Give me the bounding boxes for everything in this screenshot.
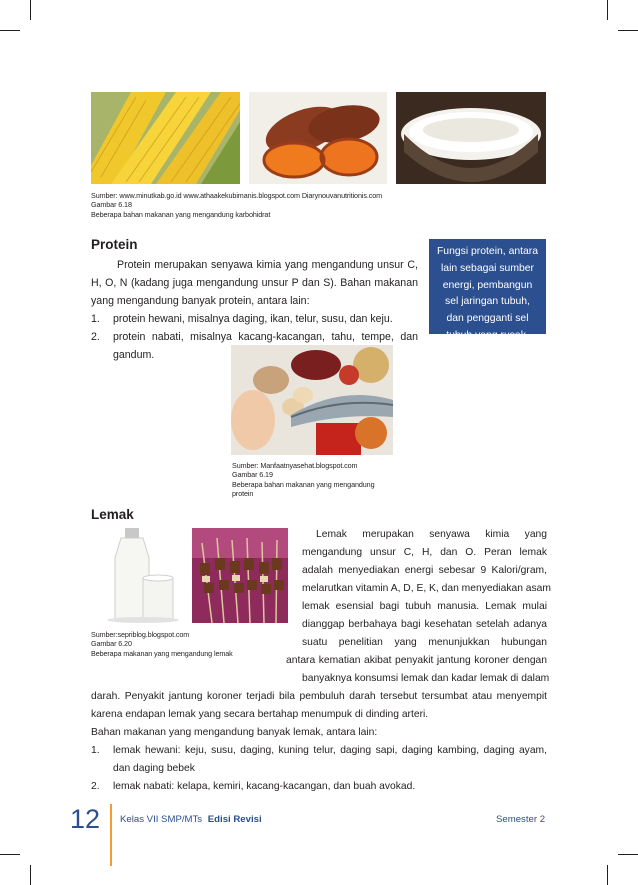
- milk-image: [103, 528, 183, 623]
- text-line: dianggap berbahaya bagi kesehatan setelah adanya: [302, 619, 547, 630]
- protein-foods-image: [231, 345, 393, 455]
- lemak-list-intro: Bahan makanan yang mengandung banyak lemak, antara lain:: [91, 727, 378, 738]
- crop-mark: [607, 865, 608, 885]
- text-line: banyaknya konsumsi lemak dan kadar lemak di dalam: [302, 673, 550, 684]
- figure-618-desc: Beberapa bahan makanan yang mengandung karbohidrat: [91, 209, 271, 219]
- corn-image: [91, 92, 240, 184]
- list-text: protein hewani, misalnya daging, ikan, telur, susu, dan keju.: [113, 313, 393, 325]
- crop-mark: [618, 854, 638, 855]
- text-line: lemak esensial bagi tubuh manusia. Lemak mulai: [302, 601, 547, 612]
- figure-619-source: Sumber: Manfaatnyasehat.blogspot.com: [232, 461, 358, 470]
- figure-618-label: Gambar 6.18: [91, 200, 132, 210]
- figure-618-source: Sumber: www.minutkab.go.id www.athaakekubimanis.blogspot.com Diarynouvanutritionis.com: [91, 191, 383, 200]
- list-text: protein nabati, misalnya kacang-kacangan, tahu, tempe, dan gandum.: [113, 331, 418, 361]
- crop-mark: [0, 30, 20, 31]
- text-line: melarutkan vitamin A, D, E, K, dan menyediakan asam: [302, 583, 551, 594]
- list-item: [91, 310, 418, 328]
- list-number: 1.: [91, 745, 100, 756]
- text-line: Lemak merupakan senyawa kimia yang: [316, 529, 547, 540]
- figure-619-desc: protein: [232, 489, 254, 499]
- list-number: 1.: [91, 313, 100, 325]
- list-text: lemak nabati: kelapa, kemiri, kacang-kacangan, dan buah avokad.: [113, 781, 416, 792]
- list-item: [91, 742, 547, 778]
- lemak-heading: Lemak: [91, 507, 134, 522]
- figure-619-label: Gambar 6.19: [232, 470, 273, 480]
- rice-image: [396, 92, 546, 184]
- lemak-continuation: darah. Penyakit jantung koroner terjadi bila pembuluh darah tersebut tersumbat atau menyempit karena endapan lemak yang secara bertahap menumpuk di dinding arteri.: [91, 691, 547, 720]
- crop-mark: [618, 30, 638, 31]
- crop-mark: [30, 865, 31, 885]
- crop-mark: [0, 854, 20, 855]
- footer-book: Kelas VII SMP/MTs: [120, 814, 203, 825]
- satay-image: [192, 528, 288, 623]
- footer-semester: Semester 2: [496, 814, 546, 825]
- figure-619-desc: Beberapa bahan makanan yang mengandung: [232, 479, 375, 489]
- text-line: adalah menyediakan energi sebesar 9 Kalori/gram,: [302, 565, 547, 576]
- protein-heading: Protein: [91, 237, 138, 252]
- figure-618-caption: [91, 191, 551, 219]
- crop-mark: [607, 0, 608, 20]
- figure-620-label: Gambar 6.20: [91, 639, 132, 649]
- protein-info-box: Fungsi protein, antara lain sebagai sumber energi, pembangun sel jaringan tubuh, dan pengganti sel tubuh yang rusak.: [429, 239, 546, 334]
- list-item: [91, 778, 547, 796]
- lemak-wrapped-text: [286, 526, 551, 688]
- page-number: 12: [70, 804, 101, 834]
- protein-intro: Protein merupakan senyawa kimia yang mengandung unsur C, H, O, N (kadang juga mengandung unsur P dan S). Bahan makanan yang mengandung banyak protein, antara lain:: [91, 259, 418, 307]
- figure-620-desc: Beberapa makanan yang mengandung lemak: [91, 648, 233, 658]
- text-line: antara kematian akibat penyakit jantung koroner dengan: [286, 655, 547, 666]
- footer-book-title: [120, 814, 262, 825]
- figure-620-source: Sumber:sepriblog.blogspot.com: [91, 630, 190, 639]
- sweet-potato-image: [249, 92, 387, 184]
- footer-divider: [110, 804, 112, 866]
- footer-edition: Edisi Revisi: [207, 814, 262, 825]
- figure-620-caption: [91, 630, 291, 658]
- text-line: mengandung unsur C, H, dan O. Peran lemak: [302, 547, 547, 558]
- crop-mark: [30, 0, 31, 20]
- list-number: 2.: [91, 331, 100, 343]
- list-text: lemak hewani: keju, susu, daging, kuning telur, daging sapi, daging kambing, daging ayam, dan daging bebek: [113, 745, 547, 774]
- lemak-text: [91, 688, 547, 796]
- figure-619-caption: [232, 461, 402, 499]
- text-line: suatu penelitian yang menunjukkan hubungan: [302, 637, 547, 648]
- list-number: 2.: [91, 781, 100, 792]
